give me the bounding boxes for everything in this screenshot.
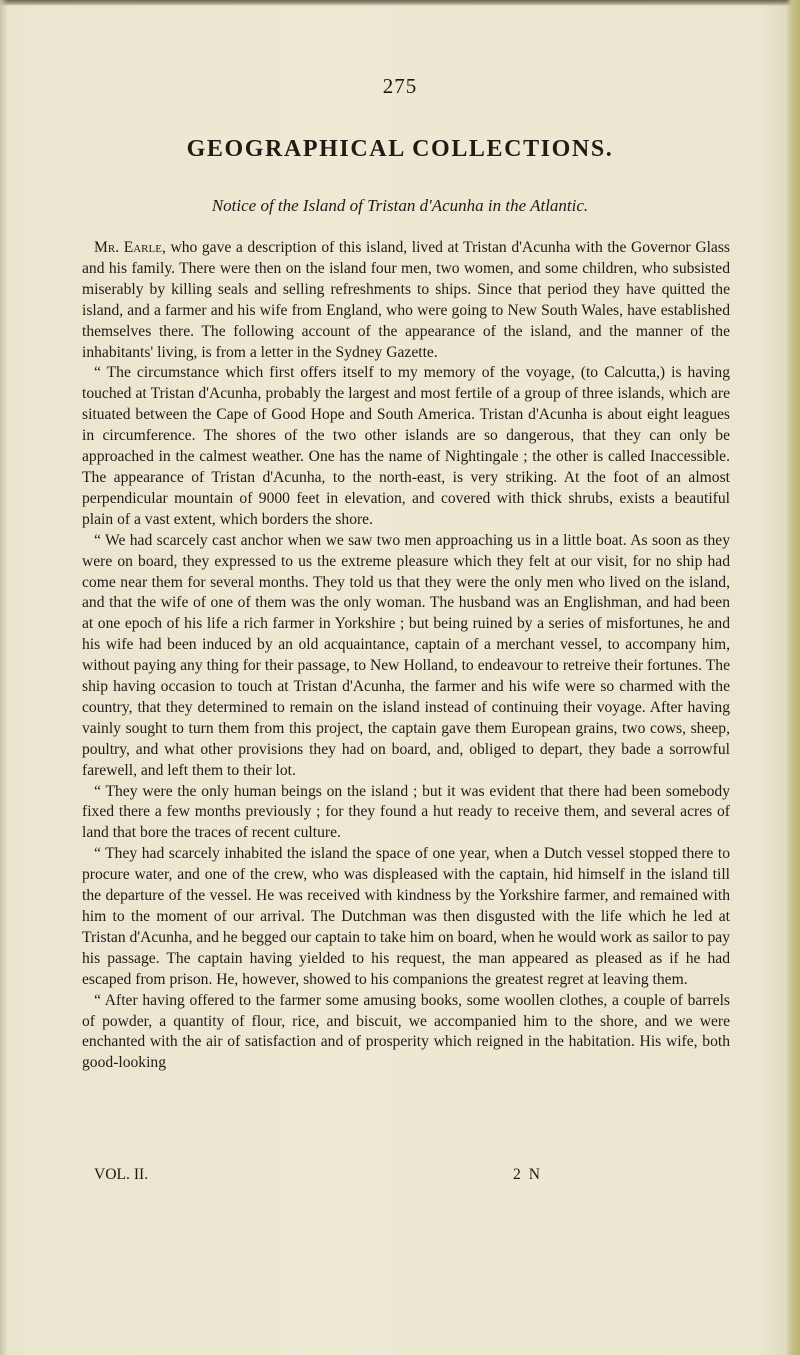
paragraph [82, 363, 730, 530]
paragraph-text: “ The circumstance which first offers itself to my memory of the voyage, (to Calcutta,) is having touched at Tristan d'Acunha, probably the largest and most fertile of a group of three islands, which are situated between the Cape of Good Hope and South America. Tristan d'Acunha is about eight leagues in circumference. The shores of the two other islands are so dangerous, that they can only be approached in the calmest weather. One has the name of Nightingale ; the other is called Inaccessible. The appearance of Tristan d'Acunha, to the north-east, is very striking. At the foot of an almost perpendicular mountain of 9000 feet in elevation, and covered with thick shrubs, exists a beautiful plain of a vast extent, which borders the shore. [82, 364, 730, 528]
article-body [82, 238, 730, 1074]
article-title: Notice of the Island of Tristan d'Acunha in the Atlantic. [211, 196, 589, 215]
paragraph-text: who gave a description of this island, lived at Tristan d'Acunha with the Governor Glass and his family. There were then on the island four men, two women, and some children, who subsisted miserably by killing seals and selling refreshments to ships. Since that period they have quitted the island, and a farmer and his wife from England, who were going to New South Wales, have established themselves there. The following account of the appearance of the island, and the manner of the inhabitants' living, is from a letter in the Sydney Gazette. [82, 239, 730, 361]
page-top-edge [0, 0, 800, 6]
page-number: 275 [382, 74, 418, 98]
paragraph-text: “ We had scarcely cast anchor when we saw two men approaching us in a little boat. As soon as they were on board, they expressed to us the extreme pleasure which they felt at our visit, for no ship had come near them for several months. They told us that they were the only men who lived on the island, and that the wife of one of them was the only woman. The husband was an Englishman, and had been at one epoch of his life a rich farmer in Yorkshire ; but being ruined by a series of misfortunes, he and his wife had been induced by an old acquaintance, captain of a merchant vessel, to accompany him, without paying any thing for their passage, to New Holland, to endeavour to retreive their fortunes. The ship having occasion to touch at Tristan d'Acunha, the farmer and his wife were so charmed with the country, that they determined to remain on the island instead of continuing their voyage. After having vainly sought to turn them from this project, the captain gave them European grains, two cows, sheep, poultry, and what other provisions they had on board, and, obliged to depart, they bade a sorrowful farewell, and left them to their lot. [82, 531, 730, 779]
paragraph [82, 782, 730, 845]
volume-label: VOL. II. [94, 1166, 149, 1183]
page-heading: GEOGRAPHICAL COLLECTIONS. [186, 136, 614, 162]
paragraph [82, 531, 730, 782]
paragraph-text: “ They had scarcely inhabited the island the space of one year, when a Dutch vessel stopped there to procure water, and one of the crew, who was displeased with the captain, hid himself in the island till the departure of the vessel. He was received with kindness by the Yorkshire farmer, and remained with him to the moment of our arrival. The Dutchman was then disgusted with the life which he led at Tristan d'Acunha, and he begged our captain to take him on board, when he would work as sailor to pay his passage. The captain having yielded to his request, the man appeared as pleased as if he had escaped from prison. He, however, showed to his companions the greatest regret at leaving them. [82, 845, 730, 988]
author-name: Mr. Earle, [94, 239, 166, 256]
paragraph-text: “ After having offered to the farmer some amusing books, some woollen clothes, a couple of barrels of powder, a quantity of flour, rice, and biscuit, we accompanied him to the shore, and we were enchanted with the air of satisfaction and of prosperity which reigned in the habitation. His wife, both good-looking [82, 991, 730, 1072]
paragraph [82, 844, 730, 990]
page-footer [94, 1166, 732, 1184]
paragraph [82, 238, 730, 363]
paragraph-text: “ They were the only human beings on the island ; but it was evident that there had been somebody fixed there a few months previously ; for they found a hut ready to receive them, and several acres of land that bore the traces of recent culture. [82, 782, 730, 842]
paragraph [82, 991, 730, 1075]
signature-mark: 2 N [513, 1166, 542, 1183]
